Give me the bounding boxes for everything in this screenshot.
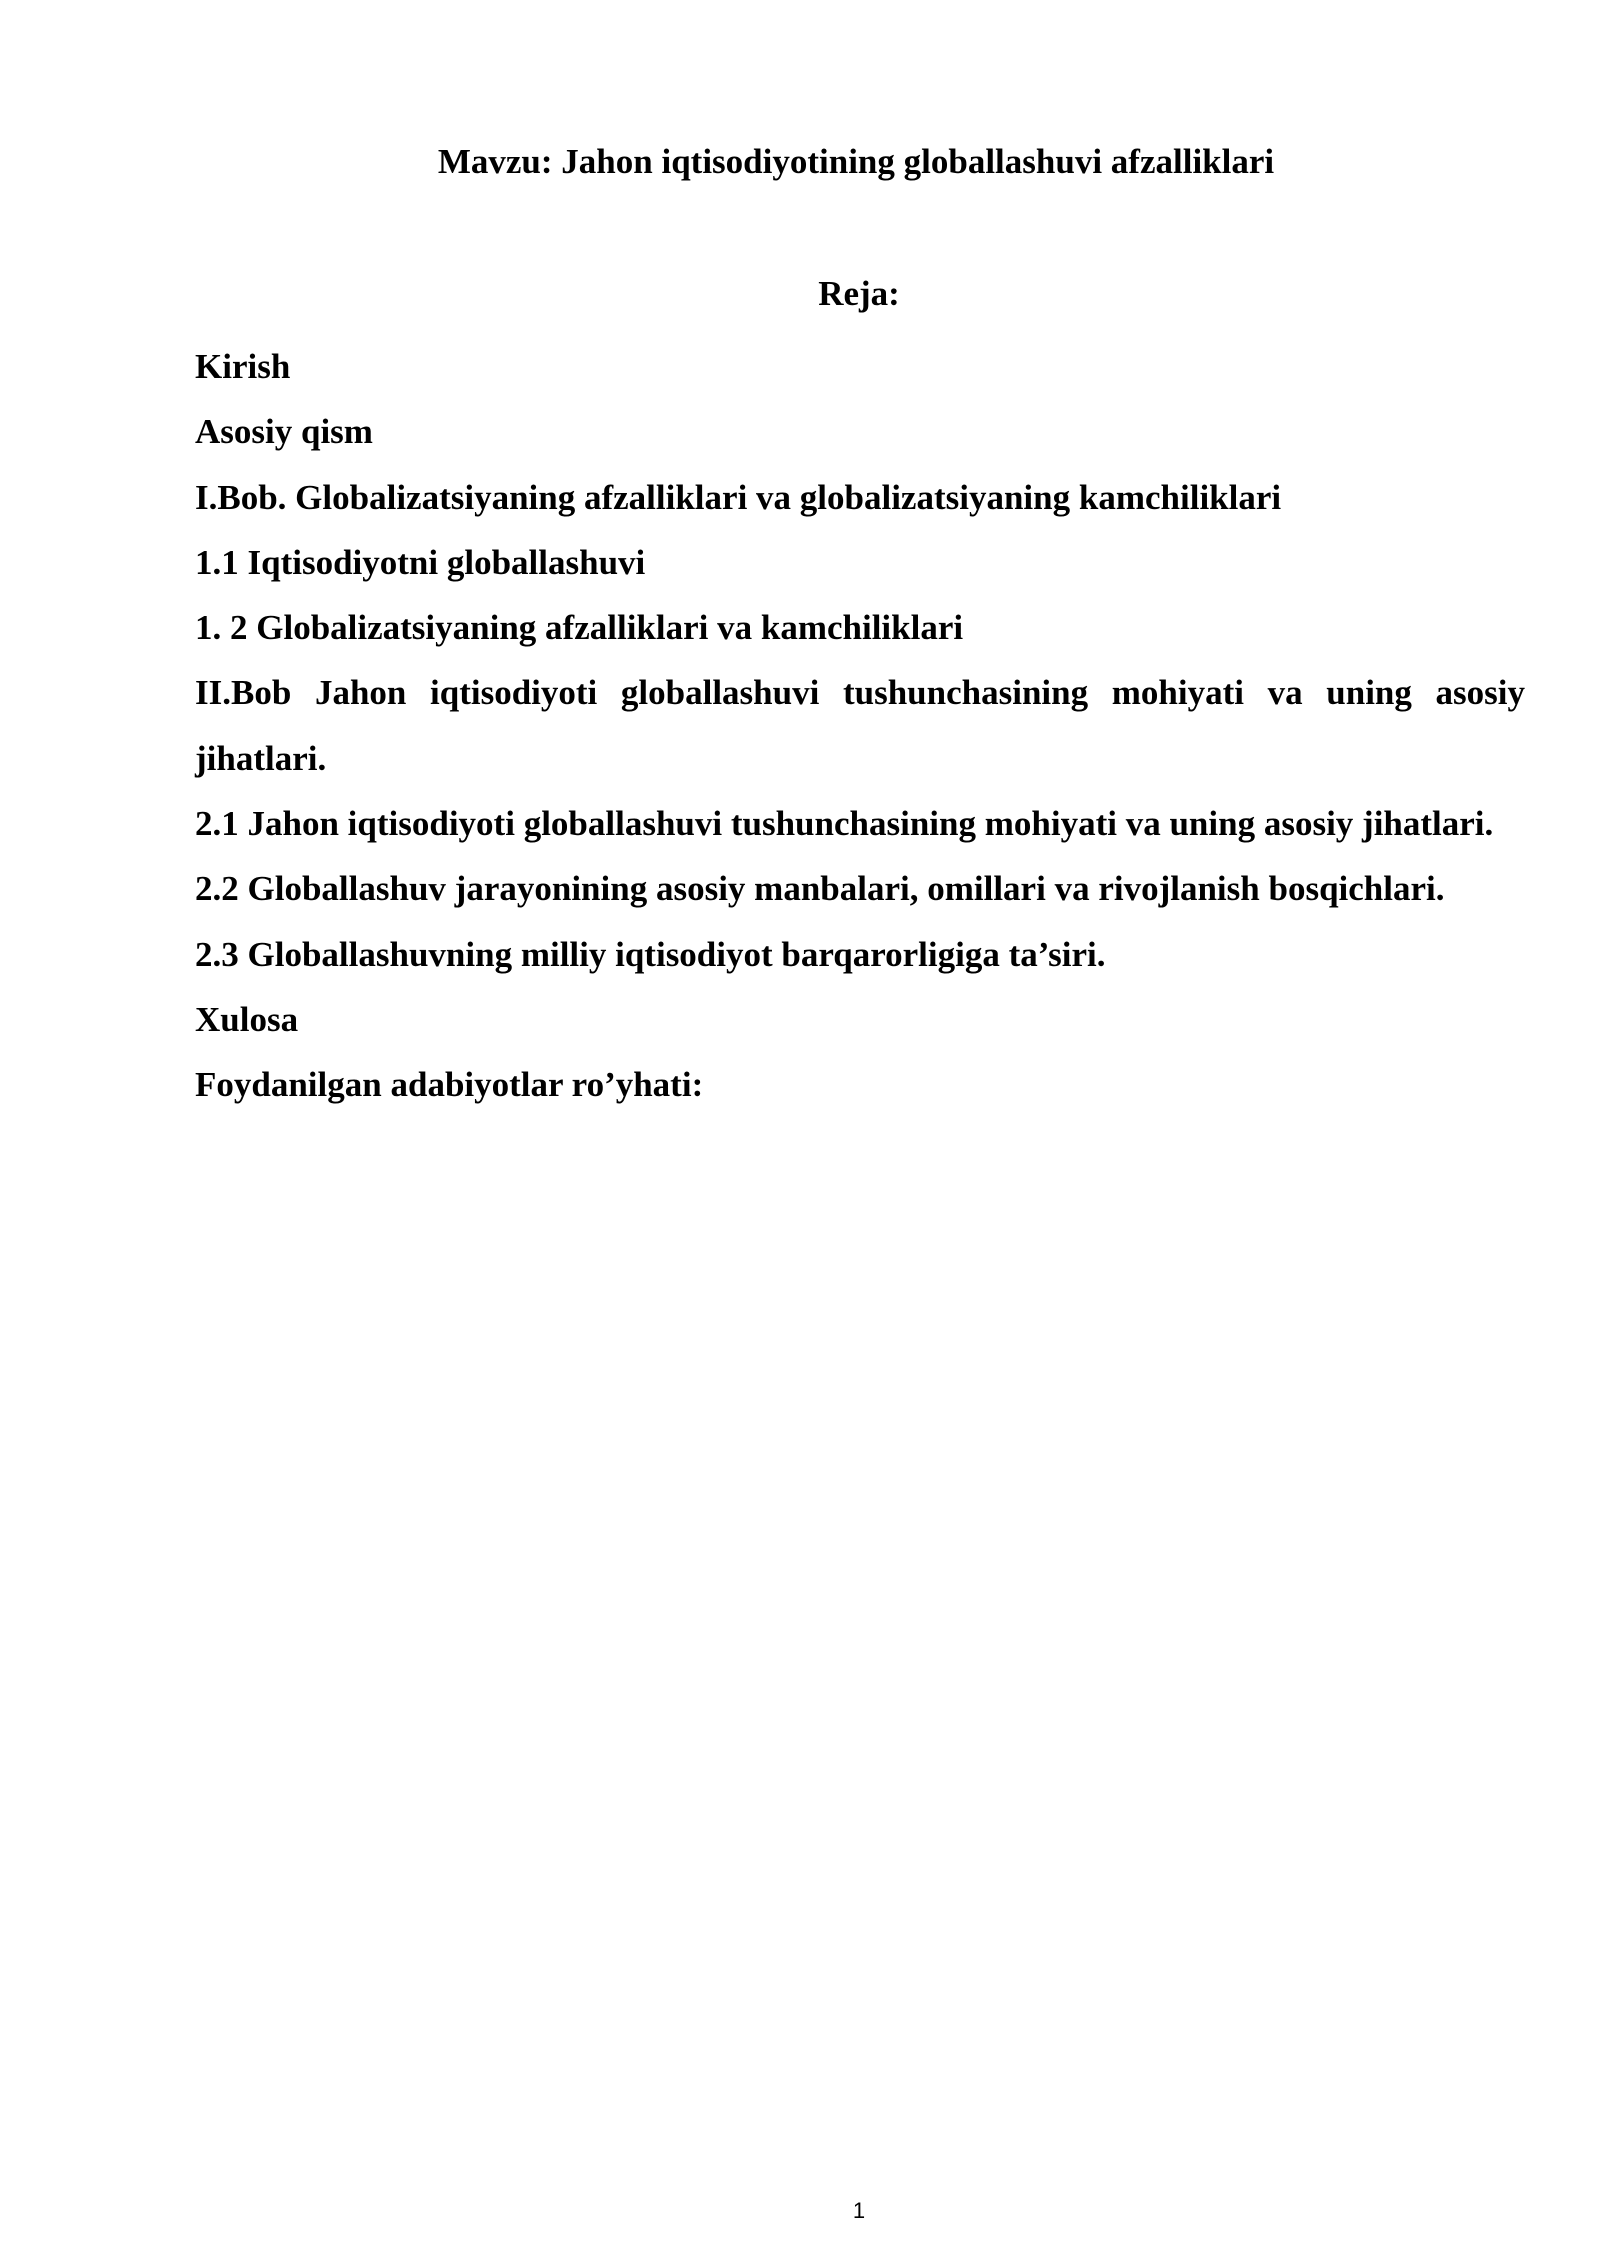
plan-item-introduction: Kirish — [195, 347, 291, 386]
plan-item-section-1-1: 1.1 Iqtisodiyotni globallashuvi — [195, 542, 646, 582]
plan-list — [195, 334, 1525, 1118]
plan-item-main-part: Asosiy qism — [195, 412, 373, 452]
plan-item-chapter-2: II.Bob Jahon iqtisodiyoti globallashuvi tushunchasining mohiyati va uning asosiy jihatlari. — [195, 673, 1525, 778]
plan-heading: Reja: — [818, 274, 900, 313]
plan-item-chapter-1: I.Bob. Globalizatsiyaning afzalliklari va globalizatsiyaning kamchiliklari — [195, 477, 1282, 517]
document-title: Mavzu: Jahon iqtisodiyotining globallashuvi afzalliklari — [437, 142, 1275, 181]
plan-item-section-1-2: 1. 2 Globalizatsiyaning afzalliklari va kamchiliklari — [195, 608, 964, 648]
plan-item-section-2-3: 2.3 Globallashuvning milliy iqtisodiyot barqarorligiga ta’siri. — [195, 934, 1106, 974]
plan-item-references: Foydanilgan adabiyotlar ro’yhati: — [195, 1065, 704, 1105]
plan-item-conclusion: Xulosa — [195, 999, 299, 1039]
page-number: 1 — [852, 2198, 866, 2223]
plan-item-section-2-1: 2.1 Jahon iqtisodiyoti globallashuvi tushunchasining mohiyati va uning asosiy jihatlari. — [195, 804, 1494, 844]
plan-item-section-2-2: 2.2 Globallashuv jarayonining asosiy manbalari, omillari va rivojlanish bosqichlari. — [195, 869, 1445, 909]
